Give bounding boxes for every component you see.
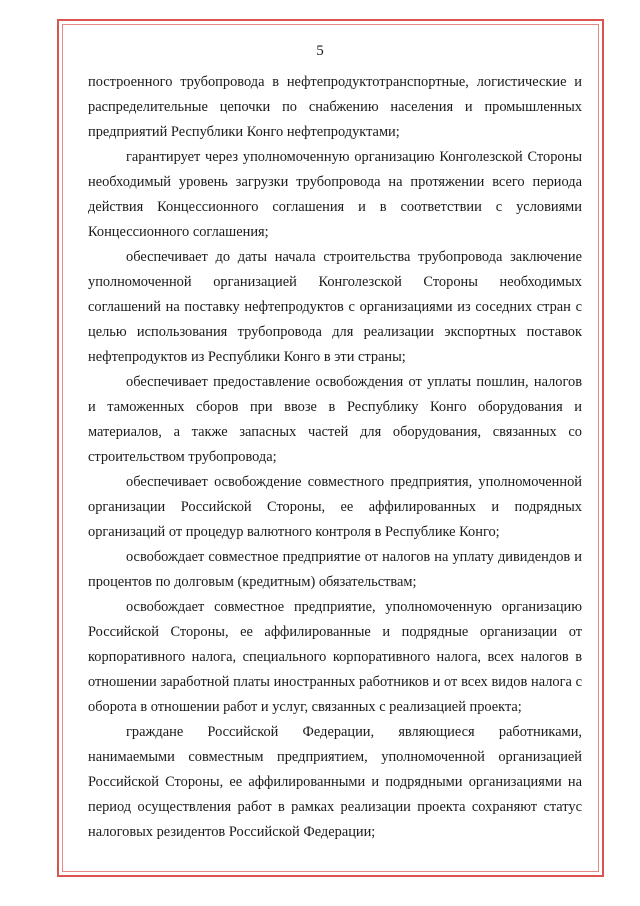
page-number: 5 xyxy=(316,43,324,59)
paragraph-tax-residency: граждане Российской Федерации, являющиеся работниками, нанимаемыми совместным предприятием, уполномоченной организацией Российской Стороны, ее аффилированными и подрядными организациями на период осуществления работ в рамках реализации проекта сохраняют статус налоговых резидентов Российской Федерации; xyxy=(88,724,582,840)
paragraph-corporate-tax: освобождает совместное предприятие, уполномоченную организацию Российской Стороны, ее аффилированные и подрядные организации от корпоративного налога, специального корпоративного налога, всех налогов в отношении заработной платы иностранных работников и от всех видов налога с оборота в отношении работ и услуг, связанных с реализацией проекта; xyxy=(88,599,582,715)
paragraph-dividend-tax: освобождает совместное предприятие от налогов на уплату дивидендов и процентов по долговым (кредитным) обязательствам; xyxy=(88,549,582,590)
document-body xyxy=(88,70,582,845)
paragraph-continuation: построенного трубопровода в нефтепродуктотранспортные, логистические и распределительные цепочки по снабжению населения и промышленных предприятий Республики Конго нефтепродуктами; xyxy=(88,74,582,140)
paragraph-customs-exemption: обеспечивает предоставление освобождения от уплаты пошлин, налогов и таможенных сборов при ввозе в Республику Конго оборудования и материалов, а также запасных частей для оборудования, связанных со строительством трубопровода; xyxy=(88,374,582,465)
paragraph-currency-control: обеспечивает освобождение совместного предприятия, уполномоченной организации Российской Стороны, ее аффилированных и подрядных организаций от процедур валютного контроля в Республике Конго; xyxy=(88,474,582,540)
paragraph-pipeline-load: гарантирует через уполномоченную организацию Конголезской Стороны необходимый уровень загрузки трубопровода на протяжении всего периода действия Концессионного соглашения и в соответствии с условиями Концессионного соглашения; xyxy=(88,149,582,240)
paragraph-supply-agreements: обеспечивает до даты начала строительства трубопровода заключение уполномоченной организацией Конголезской Стороны необходимых соглашений на поставку нефтепродуктов с организациями из соседних стран с целью использования трубопровода для реализации экспортных поставок нефтепродуктов из Республики Конго в эти страны; xyxy=(88,249,582,365)
